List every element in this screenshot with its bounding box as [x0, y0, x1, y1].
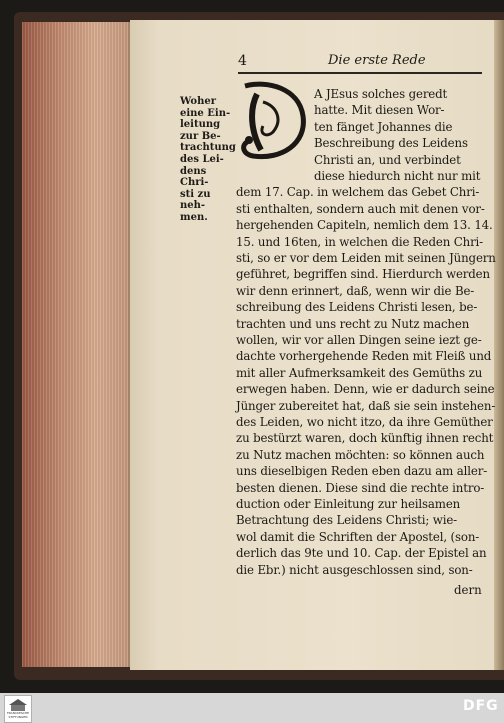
text-line: mit aller Aufmerksamkeit des Gemüths zu — [236, 365, 483, 380]
text-line: derlich das 9te und 10. Cap. der Epistel an — [236, 546, 487, 561]
text-line: A JEsus solches geredt — [314, 87, 448, 101]
marginal-note-line: eine Ein- — [180, 107, 231, 119]
marginal-note-line: des Lei- — [180, 153, 224, 165]
left-logo-text: FRANCKESCHE STIFTUNGEN — [6, 711, 30, 719]
marginal-note — [180, 96, 236, 224]
text-line: wol damit die Schriften der Apostel, (son- — [236, 529, 480, 544]
text-line: dem 17. Cap. in welchem das Gebet Chri- — [236, 185, 480, 200]
text-line: uns dieselbigen Reden eben dazu am aller- — [236, 464, 488, 479]
viewer-footer — [0, 693, 504, 723]
text-line: des Leiden, wo nicht itzo, da ihre Gemüther — [236, 415, 493, 429]
page-gutter-edge — [494, 20, 504, 670]
marginal-note-line: leitung — [180, 119, 221, 131]
text-line: besten dienen. Diese sind die rechte intro- — [236, 480, 485, 495]
text-line: Christi an, und verbindet — [314, 152, 461, 167]
text-line: Beschreibung des Leidens — [314, 136, 468, 151]
catchword: dern — [454, 583, 482, 597]
text-line: sti, so er vor dem Leiden mit seinen Jüngern — [236, 251, 496, 265]
text-line: ten fänget Johannes die — [314, 119, 453, 134]
decorated-initial — [237, 80, 311, 162]
text-line: schreibung des Leidens Christi lesen, be- — [236, 300, 478, 315]
marginal-note-line: dens Chri- — [180, 165, 209, 189]
building-icon — [5, 698, 31, 712]
marginal-note-line: trachtung — [180, 142, 236, 154]
marginal-note-line: Woher — [180, 96, 216, 107]
francke-foundations-logo[interactable] — [4, 695, 32, 723]
text-line: Betrachtung des Leidens Christi; wie- — [236, 513, 457, 528]
text-line: zu bestürzt waren, doch künftig ihnen recht — [236, 431, 494, 446]
text-line: wir denn erinnert, daß, wenn wir die Be- — [236, 283, 475, 298]
book-fore-edge — [22, 22, 130, 667]
text-line: erwegen haben. Denn, wie er dadurch seine — [236, 382, 495, 397]
dfg-logo[interactable]: DFG — [463, 698, 499, 714]
text-line: die Ebr.) nicht ausgeschlossen sind, son- — [236, 562, 473, 577]
marginal-note-line: sti zu neh- — [180, 188, 211, 212]
text-line: 15. und 16ten, in welchen die Reden Chri- — [236, 234, 484, 249]
text-line: wollen, wir vor allen Dingen seine iezt ge- — [236, 333, 482, 347]
text-line: zu Nutz machen möchten: so können auch — [236, 447, 485, 462]
text-line: dachte vorhergehende Reden mit Fleiß und — [236, 349, 492, 364]
text-line: geführet, begriffen sind. Hierdurch werden — [236, 267, 490, 282]
text-line: duction oder Einleitung zur heilsamen — [236, 497, 461, 511]
text-line: trachten und uns recht zu Nutz machen — [236, 316, 470, 331]
text-line: Jünger zubereitet hat, daß sie sein instehen- — [236, 398, 496, 413]
text-line: diese hiedurch nicht nur mit — [314, 169, 481, 183]
text-line: hergehenden Capiteln, nemlich dem 13. 14. — [236, 218, 493, 233]
running-head: Die erste Rede — [328, 53, 426, 68]
text-line: sti enthalten, sondern auch mit denen vor- — [236, 201, 485, 216]
page-number: 4 — [238, 53, 247, 69]
marginal-note-line: men. — [180, 211, 208, 223]
marginal-note-line: zur Be- — [180, 130, 221, 142]
text-line: hatte. Mit diesen Wor- — [314, 103, 445, 118]
